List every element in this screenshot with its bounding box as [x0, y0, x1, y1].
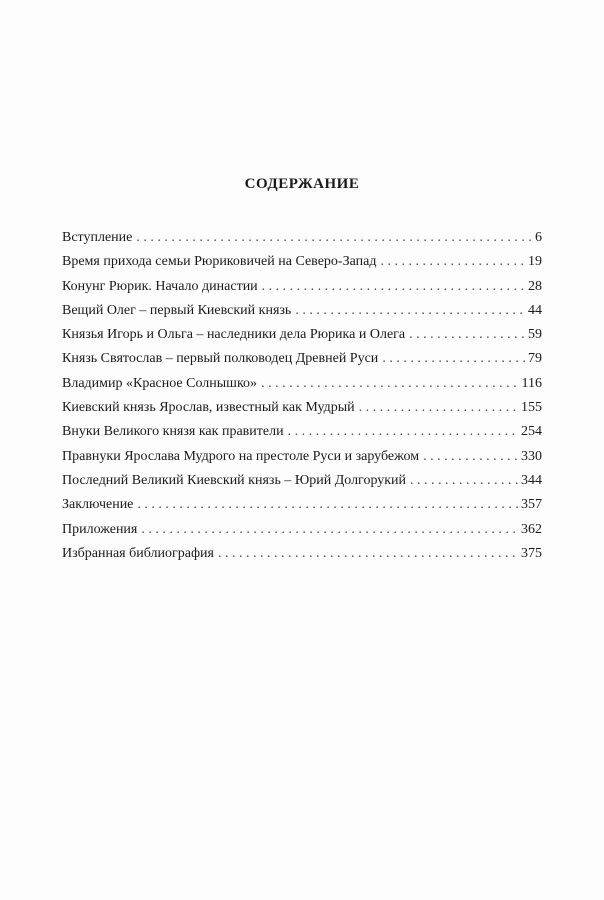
toc-entry-page: 59	[528, 327, 542, 343]
toc-leader-dots	[295, 299, 526, 323]
toc-entry	[62, 518, 542, 542]
toc-entry-page: 44	[528, 302, 542, 318]
toc-entry-title: Князь Святослав – первый полководец Древней Руси	[62, 351, 379, 367]
toc-entry-page: 375	[521, 545, 542, 561]
toc-entry-title: Внуки Великого князя как правители	[62, 424, 284, 440]
toc-entry-title: Вещий Олег – первый Киевский князь	[62, 302, 292, 318]
toc-entry-page: 19	[528, 254, 542, 270]
toc-leader-dots	[410, 469, 519, 493]
toc-entry-title: Правнуки Ярослава Мудрого на престоле Руси и зарубежом	[62, 448, 420, 464]
toc-entry-page: 79	[528, 351, 542, 367]
table-of-contents	[62, 226, 542, 566]
toc-entry	[62, 396, 542, 420]
toc-entry	[62, 347, 542, 371]
toc-entry-page: 254	[521, 424, 542, 440]
toc-entry	[62, 420, 542, 444]
toc-entry	[62, 493, 542, 517]
toc-entry-title: Последний Великий Киевский князь – Юрий Долгорукий	[62, 472, 407, 488]
toc-entry-title: Заключение	[62, 497, 134, 513]
toc-entry-title: Конунг Рюрик. Начало династии	[62, 278, 258, 294]
toc-leader-dots	[288, 420, 519, 444]
toc-entry-title: Избранная библиография	[62, 545, 214, 561]
toc-entry-title: Время прихода семьи Рюриковичей на Северо-Запад	[62, 254, 377, 270]
toc-entry	[62, 542, 542, 566]
toc-entry-page: 357	[521, 497, 542, 513]
toc-leader-dots	[359, 396, 519, 420]
toc-leader-dots	[261, 372, 519, 396]
toc-leader-dots	[136, 226, 533, 250]
toc-entry	[62, 445, 542, 469]
toc-leader-dots	[409, 323, 526, 347]
toc-entry-title: Киевский князь Ярослав, известный как Мудрый	[62, 400, 355, 416]
toc-entry	[62, 275, 542, 299]
toc-leader-dots	[137, 493, 519, 517]
toc-entry	[62, 372, 542, 396]
toc-leader-dots	[380, 250, 526, 274]
page-title: СОДЕРЖАНИЕ	[244, 176, 360, 192]
toc-entry-page: 362	[521, 521, 542, 537]
toc-entry-page: 344	[521, 472, 542, 488]
toc-entry	[62, 226, 542, 250]
toc-entry-title: Владимир «Красное Солнышко»	[62, 375, 258, 391]
toc-leader-dots	[262, 275, 526, 299]
toc-entry	[62, 469, 542, 493]
toc-entry-page: 155	[521, 400, 542, 416]
toc-entry	[62, 323, 542, 347]
toc-leader-dots	[382, 347, 526, 371]
toc-entry-page: 28	[528, 278, 542, 294]
toc-leader-dots	[423, 445, 519, 469]
toc-entry-title: Вступление	[62, 230, 133, 245]
toc-entry-page: 6	[535, 230, 542, 245]
toc-entry-page: 116	[521, 375, 542, 391]
toc-entry-title: Князья Игорь и Ольга – наследники дела Рюрика и Олега	[62, 327, 406, 343]
toc-leader-dots	[218, 542, 519, 566]
toc-leader-dots	[141, 518, 519, 542]
toc-entry	[62, 250, 542, 274]
toc-entry-title: Приложения	[62, 521, 138, 537]
toc-entry-page: 330	[521, 448, 542, 464]
toc-entry	[62, 299, 542, 323]
